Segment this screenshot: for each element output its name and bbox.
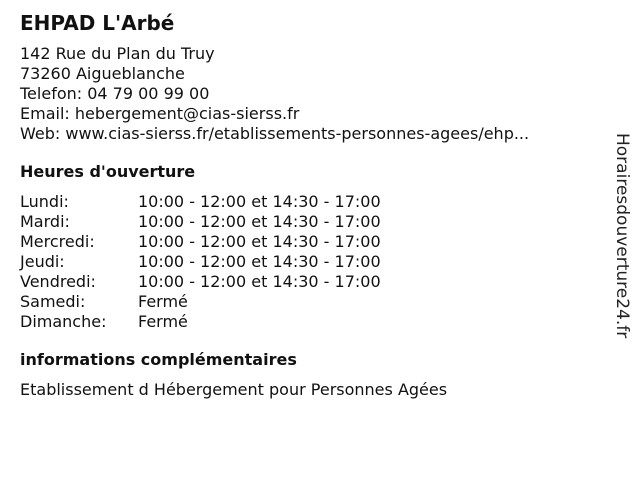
hours-row-monday — [20, 192, 600, 212]
hours-row-wednesday — [20, 232, 600, 252]
hours-row-sunday — [20, 312, 600, 332]
web-line: Web: www.cias-sierss.fr/etablissements-personnes-agees/ehp... — [20, 124, 530, 143]
hours-time-value: 10:00 - 12:00 et 14:30 - 17:00 — [138, 212, 381, 231]
hours-time-value: 10:00 - 12:00 et 14:30 - 17:00 — [138, 192, 381, 211]
hours-row-thursday — [20, 252, 600, 272]
hours-day-label: Samedi: — [20, 292, 86, 311]
site-watermark: Horairesdouverture24.fr — [612, 133, 632, 339]
business-card — [20, 10, 600, 400]
hours-row-saturday — [20, 292, 600, 312]
hours-time-value: 10:00 - 12:00 et 14:30 - 17:00 — [138, 252, 381, 271]
business-name: EHPAD L'Arbé — [20, 11, 175, 35]
hours-day-label: Jeudi: — [20, 252, 65, 271]
hours-row-friday — [20, 272, 600, 292]
email-line: Email: hebergement@cias-sierss.fr — [20, 104, 300, 123]
address-line-1: 142 Rue du Plan du Truy — [20, 44, 215, 63]
hours-time-value: 10:00 - 12:00 et 14:30 - 17:00 — [138, 232, 381, 251]
hours-time-value: Fermé — [138, 312, 188, 331]
hours-day-label: Mercredi: — [20, 232, 95, 251]
info-text: Etablissement d Hébergement pour Personnes Agées — [20, 380, 448, 399]
hours-day-label: Lundi: — [20, 192, 69, 211]
hours-heading: Heures d'ouverture — [20, 162, 196, 181]
phone-line: Telefon: 04 79 00 99 00 — [20, 84, 210, 103]
hours-row-tuesday — [20, 212, 600, 232]
hours-day-label: Dimanche: — [20, 312, 107, 331]
hours-time-value: 10:00 - 12:00 et 14:30 - 17:00 — [138, 272, 381, 291]
address-line-2: 73260 Aigueblanche — [20, 64, 185, 83]
info-heading: informations complémentaires — [20, 350, 297, 369]
hours-time-value: Fermé — [138, 292, 188, 311]
hours-day-label: Mardi: — [20, 212, 70, 231]
hours-day-label: Vendredi: — [20, 272, 96, 291]
